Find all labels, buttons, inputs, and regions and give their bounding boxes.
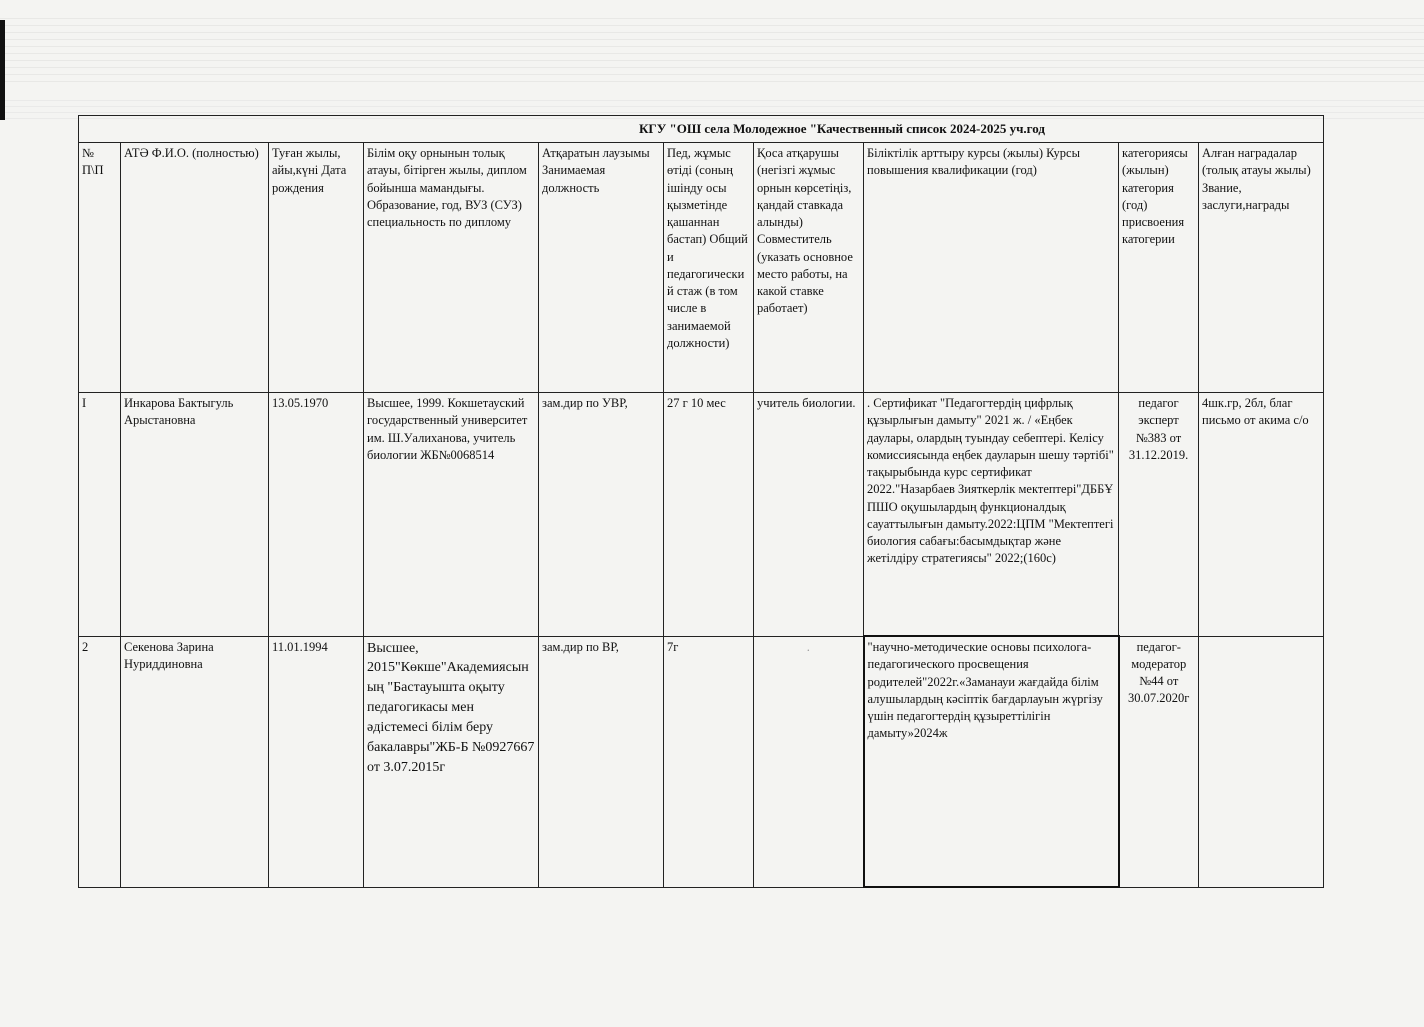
row-position: зам.дир по ВР, [539,636,664,887]
row-category: педагог эксперт №383 от 31.12.2019. [1119,393,1199,637]
row-education: Высшее, 1999. Кокшетауский государственный университет им. Ш.Уалиханова, учитель биологии ЖБ№0068514 [364,393,539,637]
header-row [79,143,1324,393]
title-row [79,116,1324,143]
row-concurrent: учитель биологии. [754,393,864,637]
row-fio: Инкарова Бактыгуль Арыстановна [121,393,269,637]
row-courses: "научно-методические основы психолога-педагогического просвещения родителей"2022г.«Заманауи жағдайда білім алушылардың кәсіптік бағдарлауын жүргізу үшін педагогтердің құзыреттілігін дамыту»2024ж [864,636,1119,887]
row-experience: 7г [664,636,754,887]
header-courses: Біліктілік арттыру курсы (жылы) Курсы повышения квалификации (год) [864,143,1119,393]
header-position: Атқаратын лаузымы Занимаемая должность [539,143,664,393]
row-experience: 27 г 10 мес [664,393,754,637]
scan-noise-band [0,18,1424,88]
row-num: I [79,393,121,637]
row-awards: 4шк.гр, 2бл, благ письмо от акима с/о [1199,393,1324,637]
header-category: категориясы (жылын) категория (год) присвоения катогерии [1119,143,1199,393]
header-num: № П\П [79,143,121,393]
row-category: педагог-модератор №44 от 30.07.2020г [1119,636,1199,887]
row-birth: 13.05.1970 [269,393,364,637]
row-num: 2 [79,636,121,887]
row-education: Высшее, 2015"Көкше"Академиясының "Бастауышта оқыту педагогикасы мен әдістемесі білім беру бакалавры"ЖБ-Б №0927667 от 3.07.2015г [364,636,539,887]
header-awards: Алған наградалар (толық атауы жылы) Звание, заслуги,награды [1199,143,1324,393]
row-concurrent: . [754,636,864,887]
row-fio: Секенова Зарина Нуриддиновна [121,636,269,887]
row-awards [1199,636,1324,887]
header-education: Білім оқу орнынын толық атауы, бітірген жылы, диплом бойынша мамандығы. Образование, год, ВУЗ (СУЗ) специальность по диплому [364,143,539,393]
table-row [79,636,1324,887]
quality-list-table [78,115,1324,888]
scan-edge-mark [0,20,5,120]
header-experience: Пед, жұмыс өтіді (соның ішінду осы қызметінде қашаннан бастап) Общий и педагогический стаж (в том числе в занимаемой должности) [664,143,754,393]
row-birth: 11.01.1994 [269,636,364,887]
table-row [79,393,1324,637]
header-concurrent: Қоса атқарушы (негізгі жұмыс орнын көрсетіңіз, қандай ставкада алынды) Совместитель (указать основное место работы, на какой ставке работает) [754,143,864,393]
header-fio: АТӘ Ф.И.О. (полностью) [121,143,269,393]
header-birth: Туған жылы, айы,күні Дата рождения [269,143,364,393]
row-position: зам.дир по УВР, [539,393,664,637]
document-title: КГУ "ОШ села Молодежное "Качественный список 2024-2025 уч.год [79,116,1324,143]
row-courses: . Сертификат "Педагогтердің цифрлық құзырлығын дамыту" 2021 ж. / «Еңбек даулары, олардың туындау себептері. Келісу комиссиясында еңбек дауларын шешу тәртібі" тақырыбында курс сертификат 2022."Назарбаев Зияткерлік мектептері"ДББҰ ПШО оқушылардың функционалдық сауаттылығын дамыту.2022:ЦПМ "Мектептегі биология сабағы:басымдықтар және жетілдіру стратегиясы" 2022;(160с) [864,393,1119,637]
